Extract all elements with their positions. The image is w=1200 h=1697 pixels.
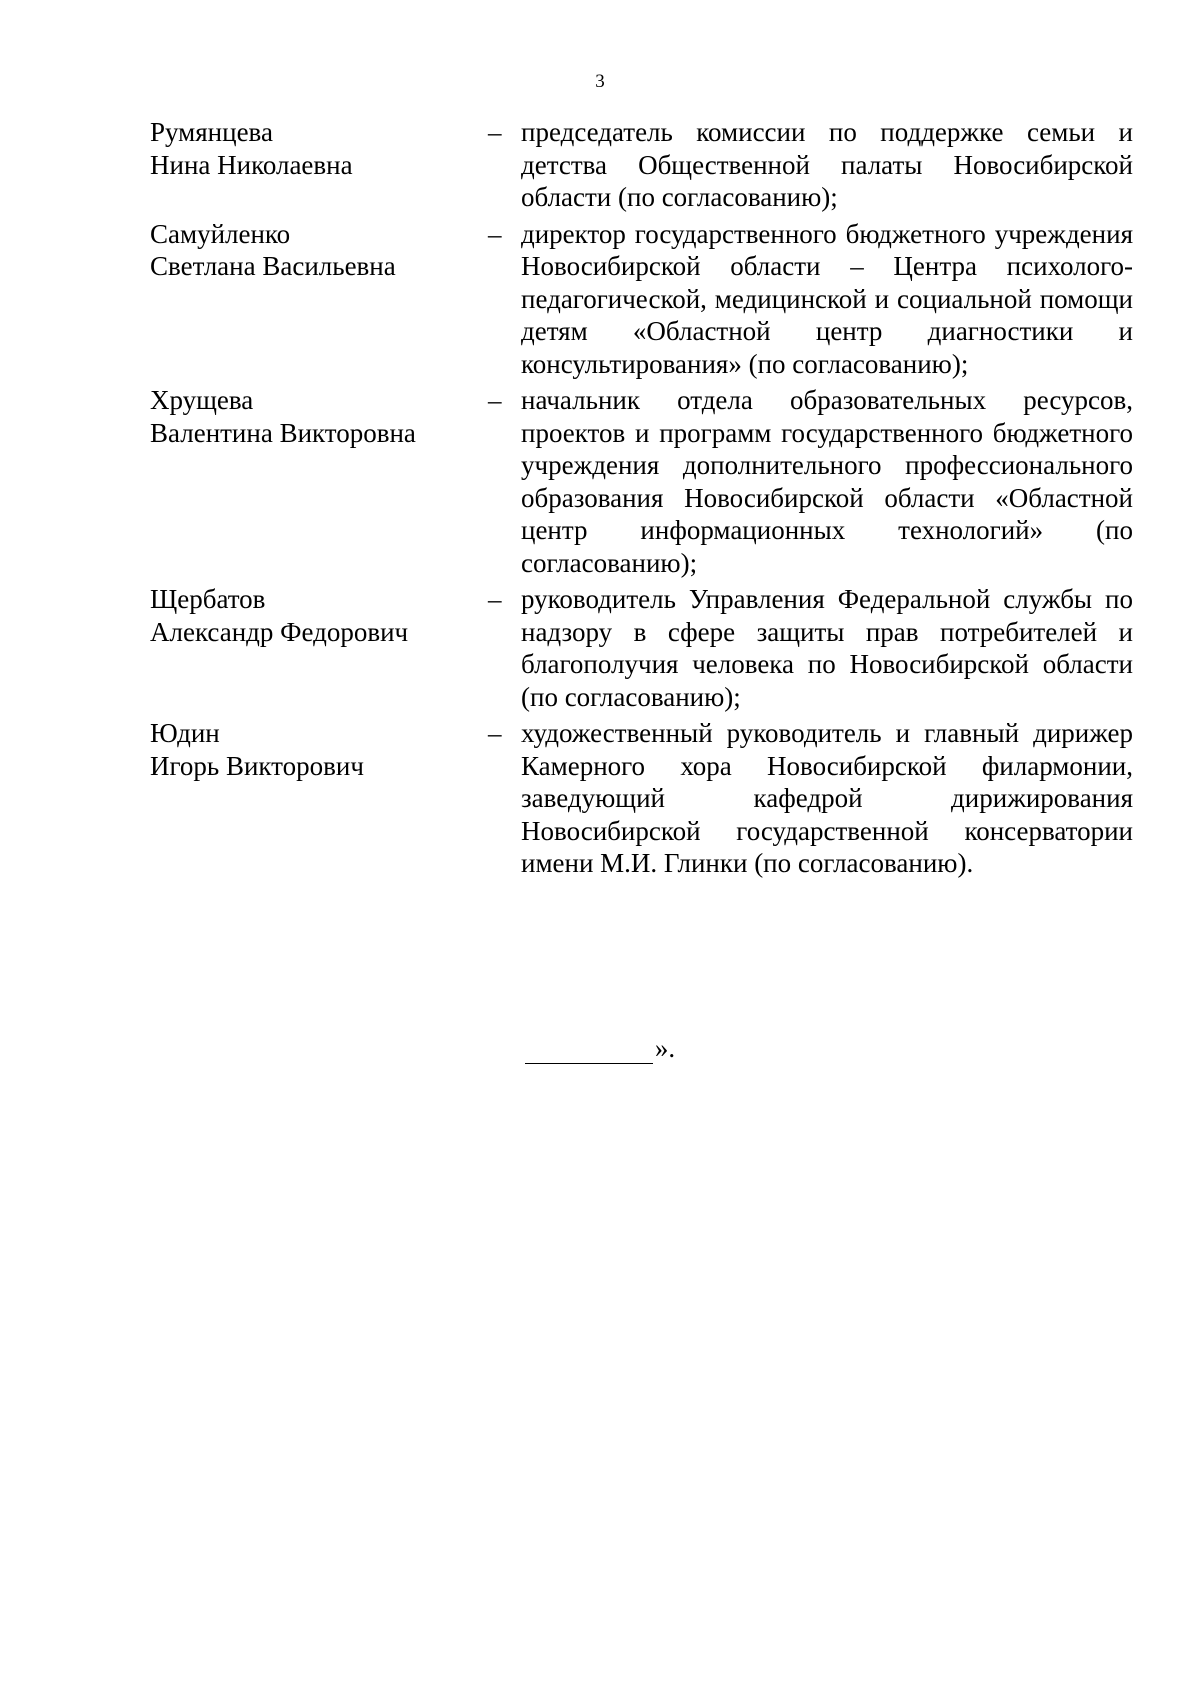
member-role: руководитель Управления Федеральной службы по надзору в сфере защиты прав потребителей и благополучия человека по Новосибирской области (по согласованию);: [521, 584, 1133, 712]
member-role: художественный руководитель и главный дирижер Камерного хора Новосибирской филармонии, заведующий кафедрой дирижирования Новосибирской государственной консерватории имени М.И. Глинки (по согласованию).: [521, 718, 1133, 878]
member-name: [150, 218, 488, 283]
member-given-names: Светлана Васильевна: [150, 251, 396, 281]
closing-quote: ».: [654, 1033, 676, 1063]
dash-separator: –: [488, 584, 502, 614]
member-given-names: Нина Николаевна: [150, 149, 353, 180]
dash-separator: –: [488, 218, 502, 249]
member-role: директор государственного бюджетного учреждения Новосибирской области – Центра психолого-педагогической, медицинской и социальной помощи детям «Областной центр диагностики и консультирования» (по согласованию);: [521, 218, 1133, 379]
member-surname: Самуйленко: [150, 218, 291, 249]
closing-mark: [0, 1032, 1200, 1064]
closing-underline: [525, 1035, 653, 1064]
member-surname: Щербатов: [150, 584, 266, 614]
member-surname: Юдин: [150, 718, 220, 748]
member-list: [150, 116, 1133, 884]
member-surname: Хрущева: [150, 385, 254, 415]
member-given-names: Игорь Викторович: [150, 750, 364, 781]
member-role: начальник отдела образовательных ресурсов, проектов и программ государственного бюджетного учреждения дополнительного профессионального образования Новосибирской области «Областной центр информационных технологий» (по согласованию);: [521, 385, 1133, 578]
member-entry: [150, 384, 1133, 579]
member-entry: [150, 218, 1133, 381]
member-name: [150, 384, 488, 449]
member-given-names: Александр Федорович: [150, 616, 409, 647]
member-surname: Румянцева: [150, 117, 273, 147]
dash-separator: –: [488, 385, 502, 415]
member-name: [150, 116, 488, 181]
member-entry: [150, 583, 1133, 713]
dash-separator: –: [488, 117, 502, 147]
member-entry: [150, 717, 1133, 880]
member-given-names: Валентина Викторовна: [150, 417, 416, 448]
member-name: [150, 583, 488, 648]
page-number: 3: [595, 71, 605, 92]
member-entry: [150, 116, 1133, 214]
member-name: [150, 717, 488, 782]
member-role: председатель комиссии по поддержке семьи и детства Общественной палаты Новосибирской области (по согласованию);: [521, 117, 1133, 212]
dash-separator: –: [488, 718, 502, 748]
